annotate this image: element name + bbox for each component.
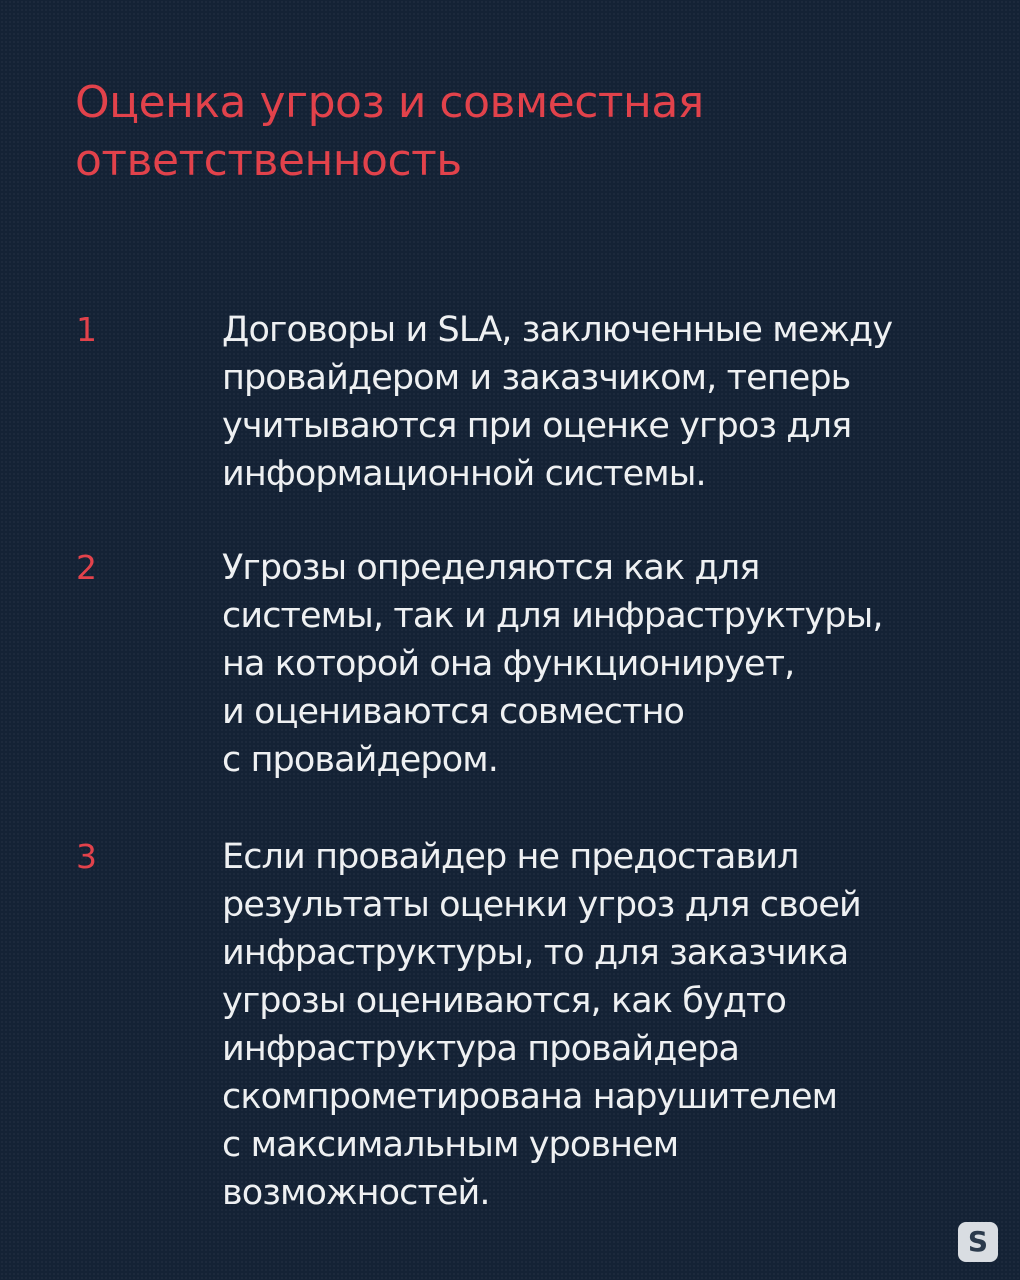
item-text bbox=[222, 306, 962, 498]
item-text-line: провайдером и заказчиком, теперь bbox=[222, 358, 851, 398]
item-text-line: возможностей. bbox=[222, 1173, 490, 1213]
item-text-line: системы, так и для инфраструктуры, bbox=[222, 596, 883, 636]
page-title-line-1: Оценка угроз и совместная bbox=[75, 77, 704, 128]
brand-logo-icon: S bbox=[958, 1222, 998, 1262]
item-text bbox=[222, 544, 962, 784]
item-text-line: Если провайдер не предоставил bbox=[222, 837, 799, 877]
item-text-line: угрозы оцениваются, как будто bbox=[222, 981, 787, 1021]
item-text-line: результаты оценки угроз для своей bbox=[222, 885, 861, 925]
page-title-line-2: ответственность bbox=[75, 135, 462, 186]
page-title bbox=[75, 74, 955, 190]
item-text-line: информационной системы. bbox=[222, 454, 706, 494]
item-text-line: на которой она функционирует, bbox=[222, 644, 795, 684]
item-text-line: и оцениваются совместно bbox=[222, 692, 685, 732]
item-text-line: с максимальным уровнем bbox=[222, 1125, 679, 1165]
item-number: 2 bbox=[76, 548, 97, 587]
item-text-line: инфраструктуры, то для заказчика bbox=[222, 933, 849, 973]
item-text-line: Договоры и SLA, заключенные между bbox=[222, 310, 893, 350]
item-text bbox=[222, 833, 962, 1217]
item-text-line: с провайдером. bbox=[222, 740, 498, 780]
item-number: 3 bbox=[76, 837, 97, 876]
item-number: 1 bbox=[76, 310, 97, 349]
item-text-line: инфраструктура провайдера bbox=[222, 1029, 740, 1069]
item-text-line: скомпрометирована нарушителем bbox=[222, 1077, 838, 1117]
item-text-line: Угрозы определяются как для bbox=[222, 548, 760, 588]
item-text-line: учитываются при оценке угроз для bbox=[222, 406, 852, 446]
